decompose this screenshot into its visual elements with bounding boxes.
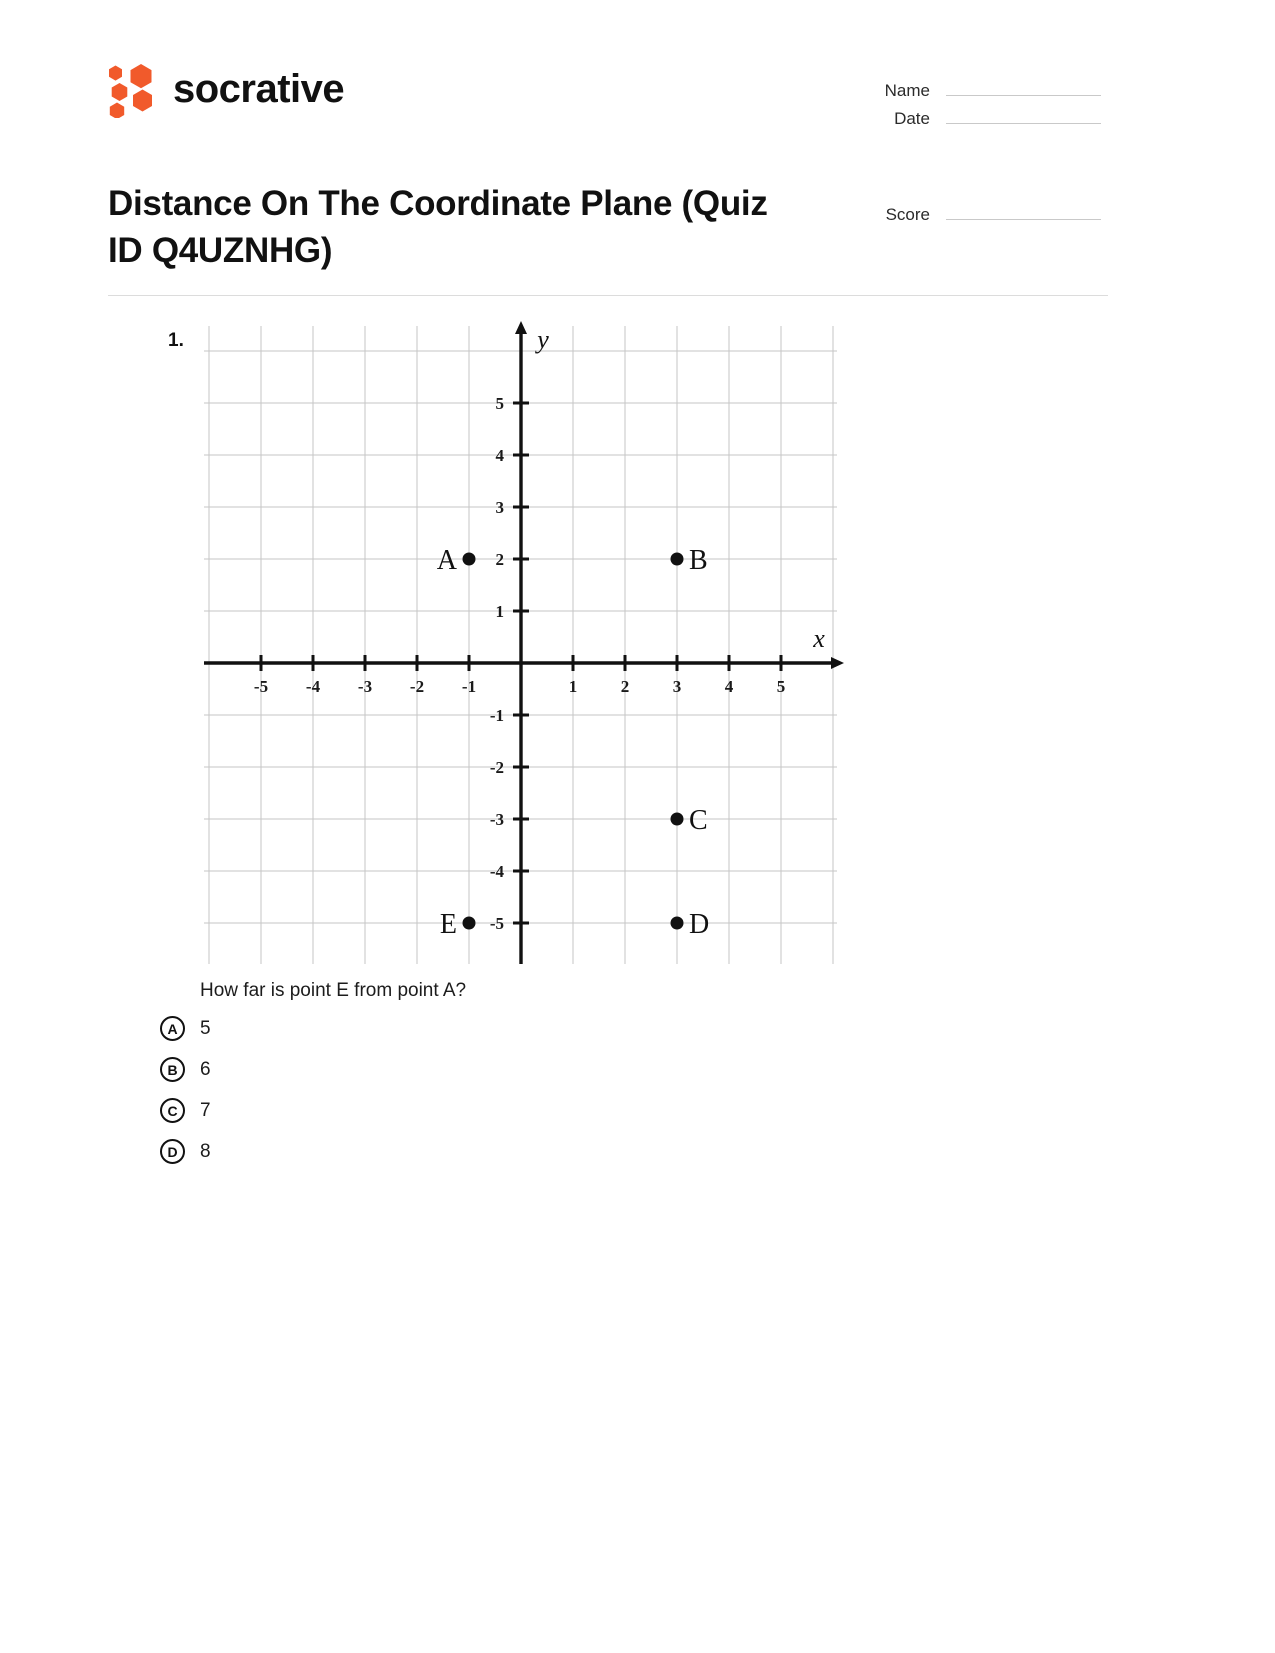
question-prompt: How far is point E from point A?	[200, 980, 467, 1001]
y-axis-label: y	[537, 325, 549, 354]
question-number: 1.	[168, 330, 184, 351]
x-tick-label: 4	[724, 677, 734, 696]
point-label-b: B	[689, 545, 708, 576]
name-field-input-line[interactable]	[946, 78, 1101, 96]
y-tick-label: -4	[489, 862, 504, 881]
x-tick-label: -5	[253, 677, 269, 696]
score-field-label: Score	[885, 205, 930, 224]
answer-bullet-a[interactable]: A	[160, 1016, 185, 1041]
answer-bullet-c[interactable]: C	[160, 1098, 185, 1123]
y-tick-label: 2	[495, 550, 504, 569]
x-axis-label: x	[813, 624, 825, 653]
answer-text-c: 7	[200, 1099, 211, 1121]
x-tick-label: 1	[568, 677, 578, 696]
x-tick-label: 5	[776, 677, 786, 696]
y-tick-label: 1	[495, 602, 504, 621]
date-field-label: Date	[894, 109, 930, 128]
score-field-row	[810, 202, 1101, 225]
date-field-input-line[interactable]	[946, 106, 1101, 124]
axes	[204, 321, 844, 964]
name-field-row	[810, 78, 1101, 101]
x-tick-label: 2	[620, 677, 630, 696]
x-tick-label: -2	[409, 677, 425, 696]
page-title: Distance On The Coordinate Plane (Quiz ID Q4UZNHG)	[108, 184, 768, 270]
answer-bullet-d[interactable]: D	[160, 1139, 185, 1164]
page-header	[0, 0, 1275, 300]
score-field-input-line[interactable]	[946, 202, 1101, 220]
header-divider	[108, 295, 1108, 296]
y-tick-label: 3	[495, 498, 504, 517]
answer-options	[160, 1008, 760, 1172]
y-tick-label: -5	[489, 914, 504, 933]
point-label-e: E	[439, 909, 457, 940]
socrative-wordmark: socrative	[173, 67, 345, 111]
name-field-label: Name	[884, 81, 930, 100]
coordinate-plane-svg	[200, 318, 845, 968]
y-tick-label: -3	[489, 810, 504, 829]
point-marker-a	[463, 553, 476, 566]
y-tick-label: -1	[489, 706, 504, 725]
answer-text-b: 6	[200, 1058, 211, 1080]
x-tick-label: -3	[357, 677, 373, 696]
point-marker-c	[671, 813, 684, 826]
x-tick-label: -1	[461, 677, 477, 696]
x-axis-arrow-icon	[831, 657, 844, 669]
y-tick-label: -2	[489, 758, 504, 777]
point-label-c: C	[689, 805, 708, 836]
answer-option-a[interactable]	[160, 1008, 760, 1049]
answer-option-c[interactable]	[160, 1090, 760, 1131]
y-tick-label: 4	[495, 446, 504, 465]
answer-bullet-b[interactable]: B	[160, 1057, 185, 1082]
x-tick-label: -4	[305, 677, 321, 696]
point-marker-d	[671, 917, 684, 930]
y-tick-label: 5	[495, 394, 504, 413]
point-label-d: D	[689, 909, 710, 940]
y-axis-arrow-icon	[515, 321, 527, 334]
coordinate-plane-figure	[200, 318, 845, 968]
answer-text-d: 8	[200, 1140, 211, 1162]
point-marker-e	[463, 917, 476, 930]
answer-option-d[interactable]	[160, 1131, 760, 1172]
answer-option-b[interactable]	[160, 1049, 760, 1090]
socrative-logo-icon	[105, 62, 157, 118]
x-tick-label: 3	[672, 677, 682, 696]
point-marker-b	[671, 553, 684, 566]
answer-text-a: 5	[200, 1017, 211, 1039]
socrative-brand	[105, 62, 344, 118]
point-label-a: A	[436, 545, 457, 576]
date-field-row	[810, 106, 1101, 129]
